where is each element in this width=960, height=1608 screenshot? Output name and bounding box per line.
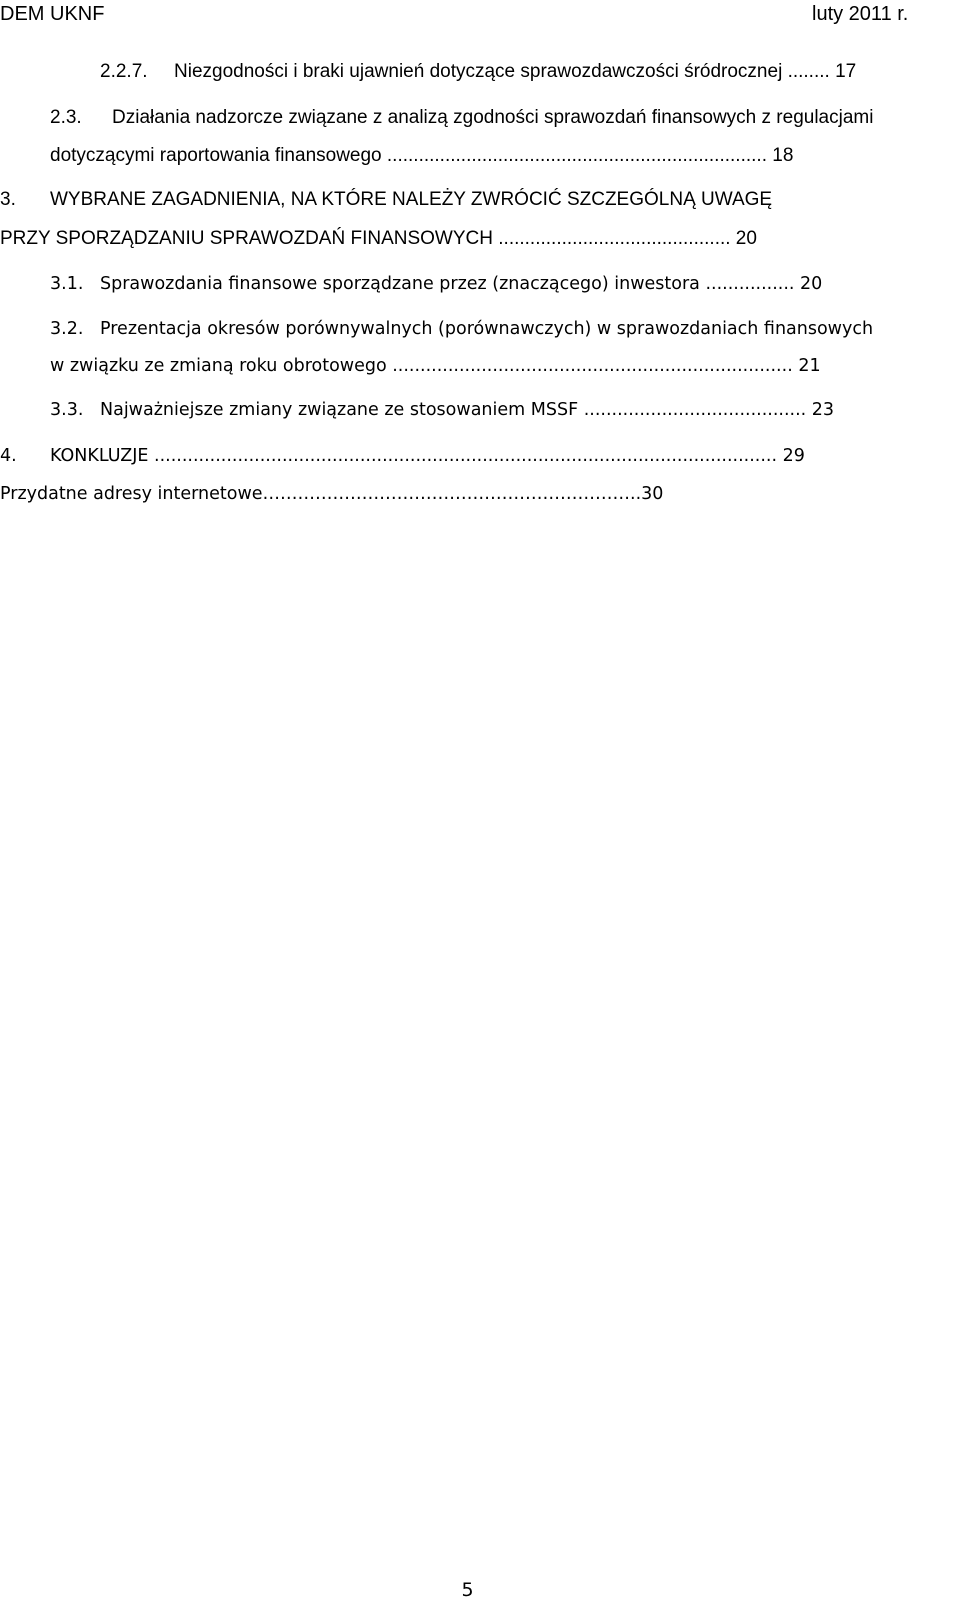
page-number: 5	[461, 1579, 474, 1601]
toc-entry-title: Działania nadzorcze związane z analizą zgodności sprawozdań finansowych z regulacjami	[112, 107, 874, 128]
toc-entry-title: Najważniejsze zmiany związane ze stosowaniem MSSF ........................................ 23	[100, 400, 835, 420]
toc-entry-number: 3.1.	[50, 274, 84, 294]
toc-entry-number: 3.2.	[50, 319, 84, 339]
toc-entry-title: dotyczącymi raportowania finansowego ........................................................................ 18	[50, 145, 794, 166]
toc-entry-title: KONKLUZJE ................................................................................................................ 29	[50, 446, 805, 466]
toc-entry-title: Przydatne adresy internetowe………………………………………………………..30	[0, 484, 664, 504]
toc-entry-title: Sprawozdania finansowe sporządzane przez (znaczącego) inwestora ................ 20	[100, 274, 823, 294]
toc-entry-number: 4.	[0, 446, 17, 466]
header-organization: DEM UKNF	[0, 3, 105, 25]
toc-entry-title: Niezgodności i braki ujawnień dotyczące sprawozdawczości śródrocznej ........ 17	[174, 61, 857, 82]
table-of-contents	[0, 0, 960, 530]
toc-entry-number: 3.	[0, 189, 16, 210]
toc-entry-number: 2.3.	[50, 107, 82, 128]
toc-entry-title: PRZY SPORZĄDZANIU SPRAWOZDAŃ FINANSOWYCH ............................................ 20	[0, 228, 757, 249]
toc-entry-title: Prezentacja okresów porównywalnych (porównawczych) w sprawozdaniach finansowych	[100, 319, 874, 339]
header-date: luty 2011 r.	[812, 3, 909, 25]
toc-entry-number: 3.3.	[50, 400, 84, 420]
toc-entry-title: w związku ze zmianą roku obrotowego ........................................................................ 21	[50, 356, 821, 376]
toc-entry-title: WYBRANE ZAGADNIENIA, NA KTÓRE NALEŻY ZWRÓCIĆ SZCZEGÓLNĄ UWAGĘ	[50, 189, 773, 210]
toc-entry-number: 2.2.7.	[100, 61, 148, 82]
